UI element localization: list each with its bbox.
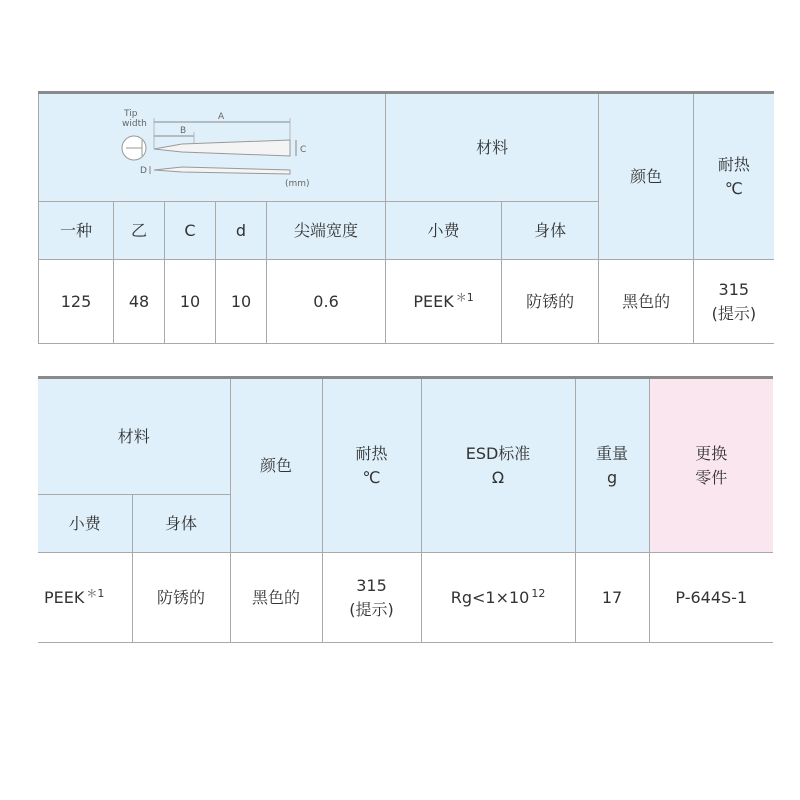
heat-resistance-header: 耐热 ℃ xyxy=(694,93,774,260)
color-header: 颜色 xyxy=(230,378,322,553)
svg-text:width: width xyxy=(122,119,147,129)
tip-width-label: Tip xyxy=(124,109,138,119)
dim-b-label: B xyxy=(180,126,187,136)
cell-tip-width: 0.6 xyxy=(267,260,386,344)
cell-tip-material: PEEK $^{*1}$ xyxy=(38,553,132,643)
col-d-header: d xyxy=(216,202,267,260)
cell-heat-resistance: 315 (提示) xyxy=(694,260,774,344)
cell-weight: 17 xyxy=(575,553,649,643)
footnote-mark: ＊1 xyxy=(86,586,105,600)
tweezer-diagram xyxy=(42,94,382,194)
cell-a: 125 xyxy=(39,260,114,344)
cell-tip-material: PEEK $^{*1}$ xyxy=(386,260,502,344)
material-header: 材料 xyxy=(386,93,599,202)
col-a-header: 一种 xyxy=(39,202,114,260)
replacement-parts-header: 更换 零件 xyxy=(649,378,773,553)
col-body-header: 身体 xyxy=(132,495,230,553)
cell-b: 48 xyxy=(114,260,165,344)
table-row xyxy=(38,553,773,643)
cell-color: 黑色的 xyxy=(599,260,694,344)
col-b-header: 乙 xyxy=(114,202,165,260)
tweezer-dimension-diagram-cell xyxy=(39,93,386,202)
col-tip-header: 小费 xyxy=(386,202,502,260)
heat-resistance-header: 耐热 ℃ xyxy=(322,378,421,553)
dim-c-label: C xyxy=(300,145,307,155)
cell-body-material: 防锈的 xyxy=(502,260,599,344)
spec-table-properties xyxy=(38,376,773,643)
spec-table-dimensions xyxy=(38,91,774,344)
col-tip-header: 小费 xyxy=(38,495,132,553)
tweezer-body-top xyxy=(154,140,290,156)
tweezer-body-side xyxy=(154,167,290,174)
cell-c: 10 xyxy=(165,260,216,344)
weight-header: 重量 g xyxy=(575,378,649,553)
table-row xyxy=(39,260,774,344)
col-body-header: 身体 xyxy=(502,202,599,260)
cell-color: 黑色的 xyxy=(230,553,322,643)
col-c-header: C xyxy=(165,202,216,260)
col-tip-width-header: 尖端宽度 xyxy=(267,202,386,260)
cell-esd-value: Rg<1×10 $^{12}$ xyxy=(421,553,575,643)
cell-part-number: P-644S-1 xyxy=(649,553,773,643)
cell-body-material: 防锈的 xyxy=(132,553,230,643)
color-header: 颜色 xyxy=(599,93,694,260)
cell-d: 10 xyxy=(216,260,267,344)
esd-exponent: 12 xyxy=(531,586,546,600)
footnote-mark: ＊1 xyxy=(455,290,474,304)
esd-standard-header: ESD标准 Ω xyxy=(421,378,575,553)
unit-label: (mm) xyxy=(285,179,310,189)
dim-a-label: A xyxy=(218,112,225,122)
dim-d-label: D xyxy=(140,166,147,176)
cell-heat-resistance: 315 (提示) xyxy=(322,553,421,643)
material-header: 材料 xyxy=(38,378,230,495)
